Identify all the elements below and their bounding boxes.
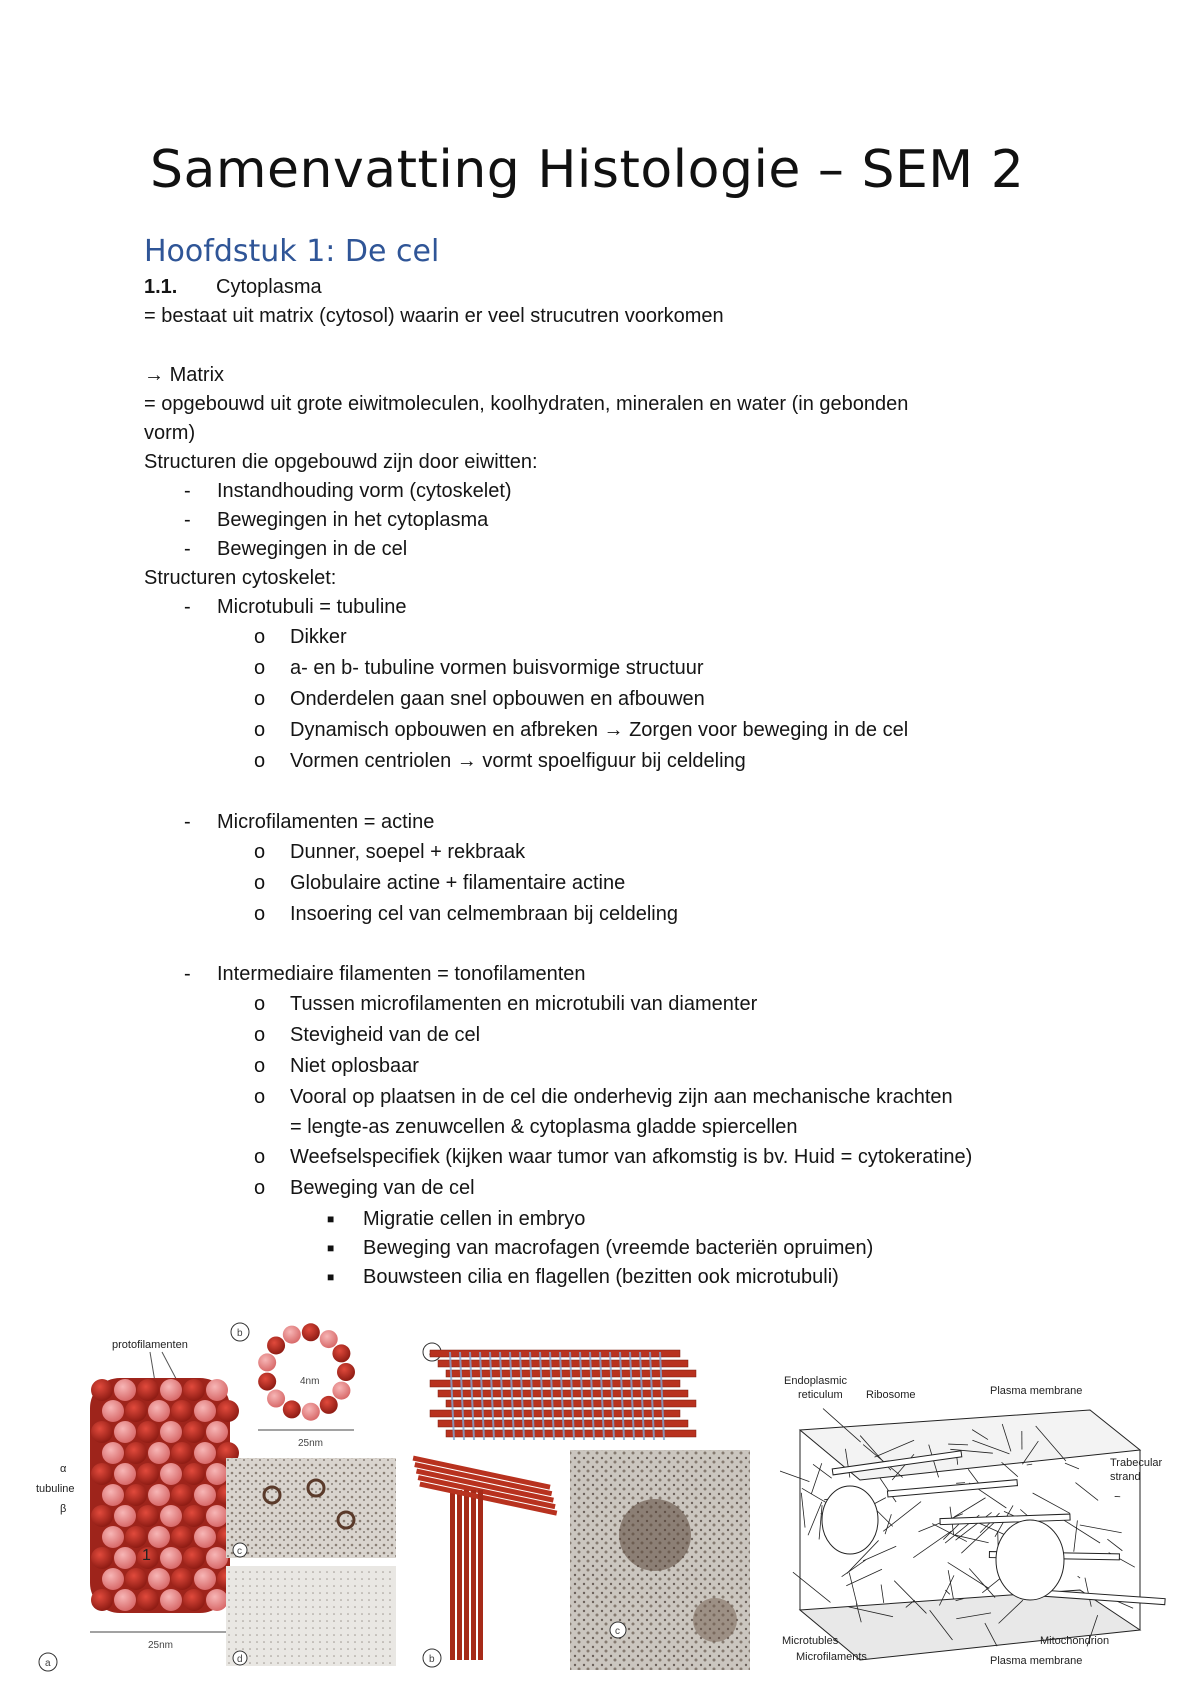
panel-c-label: c bbox=[237, 1546, 242, 1557]
list-item: Dikker bbox=[290, 626, 347, 648]
list-item: Bewegingen in de cel bbox=[217, 538, 408, 560]
dash-bullet-icon: - bbox=[184, 480, 191, 502]
panel-c-label-2: c bbox=[615, 1626, 620, 1637]
list-item bbox=[290, 748, 746, 774]
er-label: Endoplasmic bbox=[784, 1375, 847, 1387]
structures-heading: Structuren die opgebouwd zijn door eiwitten: bbox=[144, 451, 538, 473]
panel-b-label: b bbox=[237, 1328, 243, 1339]
scale-25nm-label-b: 25nm bbox=[298, 1438, 324, 1449]
circle-bullet-icon: o bbox=[254, 750, 266, 772]
circle-bullet-icon: o bbox=[254, 1055, 266, 1077]
strand-label: strand bbox=[1110, 1471, 1141, 1483]
circle-bullet-icon: o bbox=[254, 1086, 266, 1108]
list-item-part: vormt spoelfiguur bij celdeling bbox=[482, 750, 746, 772]
circle-bullet-icon: o bbox=[254, 872, 266, 894]
trabecular-label: Trabecular bbox=[1110, 1457, 1163, 1469]
sub-list-item: Bouwsteen cilia en flagellen (bezitten ook microtubuli) bbox=[363, 1266, 839, 1288]
list-item: Bewegingen in het cytoplasma bbox=[217, 509, 489, 531]
plasma-membrane-label-top: Plasma membrane bbox=[990, 1385, 1083, 1397]
sub-list-item: Beweging van macrofagen (vreemde bacteriën opruimen) bbox=[363, 1237, 874, 1259]
list-item: Vooral op plaatsen in de cel die onderhevig zijn aan mechanische krachten bbox=[290, 1086, 953, 1108]
circle-bullet-icon: o bbox=[254, 1146, 266, 1168]
microfilaments-label: Microfilaments bbox=[796, 1651, 867, 1663]
protofilamenten-label: protofilamenten bbox=[112, 1339, 188, 1351]
matrix-heading bbox=[144, 362, 224, 388]
list-item: Insoering cel van celmembraan bij celdeling bbox=[290, 903, 678, 925]
alpha-label: α bbox=[60, 1463, 67, 1475]
intermediair-title: Intermediaire filamenten = tonofilamenten bbox=[217, 963, 586, 985]
circle-bullet-icon: o bbox=[254, 719, 266, 741]
page-title: Samenvatting Histologie – SEM 2 bbox=[150, 140, 1025, 200]
list-item-part: Vormen centriolen bbox=[290, 750, 452, 772]
scale-25nm-label: 25nm bbox=[148, 1640, 174, 1651]
section-number: 1.1. bbox=[144, 276, 178, 298]
dash-bullet-icon: - bbox=[184, 963, 191, 985]
microtubule-bundle bbox=[430, 1350, 696, 1440]
micrograph-d bbox=[226, 1566, 396, 1666]
list-item: Globulaire actine + filamentaire actine bbox=[290, 872, 626, 894]
list-item: Instandhouding vorm (cytoskelet) bbox=[217, 480, 512, 502]
list-item: Weefselspecifiek (kijken waar tumor van afkomstig is bv. Huid = cytokeratine) bbox=[290, 1146, 973, 1168]
matrix-definition-line1: = opgebouwd uit grote eiwitmoleculen, koolhydraten, mineralen en water (in gebonden bbox=[144, 393, 909, 415]
panel-d-label: d bbox=[237, 1654, 243, 1665]
circle-bullet-icon: o bbox=[254, 993, 266, 1015]
microtubule-figure bbox=[30, 1310, 400, 1680]
list-item: Dunner, soepel + rekbraak bbox=[290, 841, 526, 863]
circle-bullet-icon: o bbox=[254, 688, 266, 710]
list-item: Beweging van de cel bbox=[290, 1177, 475, 1199]
scale-4nm-label: 4nm bbox=[300, 1376, 320, 1387]
arrow-icon: → bbox=[456, 750, 477, 772]
list-item-part: Zorgen voor beweging in de cel bbox=[629, 719, 909, 741]
list-item: Onderdelen gaan snel opbouwen en afbouwen bbox=[290, 688, 705, 710]
list-item: Stevigheid van de cel bbox=[290, 1024, 481, 1046]
circle-bullet-icon: o bbox=[254, 1177, 266, 1199]
panel-b-label-2: b bbox=[429, 1654, 435, 1665]
microtubules-label: Microtubles bbox=[782, 1635, 839, 1647]
list-item-continuation: = lengte-as zenuwcellen & cytoplasma gladde spiercellen bbox=[290, 1116, 798, 1138]
square-bullet-icon: ■ bbox=[327, 1270, 335, 1284]
reticulum-label: reticulum bbox=[798, 1389, 843, 1401]
cytoskeleton-drawing bbox=[780, 1370, 1180, 1670]
matrix-heading-label: Matrix bbox=[169, 364, 225, 386]
circle-bullet-icon: o bbox=[254, 903, 266, 925]
square-bullet-icon: ■ bbox=[327, 1212, 335, 1226]
intro-text: = bestaat uit matrix (cytosol) waarin er veel strucutren voorkomen bbox=[144, 305, 724, 327]
circle-bullet-icon: o bbox=[254, 841, 266, 863]
ribosome-label: Ribosome bbox=[866, 1389, 916, 1401]
circle-bullet-icon: o bbox=[254, 657, 266, 679]
microfilamenten-title: Microfilamenten = actine bbox=[217, 811, 435, 833]
circle-bullet-icon: o bbox=[254, 626, 266, 648]
section-title: Cytoplasma bbox=[216, 276, 322, 298]
dash-bullet-icon: - bbox=[184, 509, 191, 531]
list-item: a- en b- tubuline vormen buisvormige structuur bbox=[290, 657, 704, 679]
list-item: Tussen microfilamenten en microtubili van diamenter bbox=[290, 993, 758, 1015]
plasma-membrane-label-bottom: Plasma membrane bbox=[990, 1655, 1083, 1667]
square-bullet-icon: ■ bbox=[327, 1241, 335, 1255]
sub-list-item: Migratie cellen in embryo bbox=[363, 1208, 586, 1230]
dash-bullet-icon: - bbox=[184, 596, 191, 618]
beta-label: β bbox=[60, 1503, 67, 1515]
list-item-part: Dynamisch opbouwen en afbreken bbox=[290, 719, 598, 741]
tubule-cross-section bbox=[258, 1323, 355, 1420]
list-item bbox=[290, 717, 908, 743]
panel-a-label: a bbox=[45, 1658, 51, 1669]
microtubuli-title: Microtubuli = tubuline bbox=[217, 596, 407, 618]
list-item: Niet oplosbaar bbox=[290, 1055, 419, 1077]
chapter-heading: Hoofdstuk 1: De cel bbox=[144, 234, 440, 269]
tubule-cylinder bbox=[90, 1378, 239, 1613]
centriole-pair bbox=[413, 1456, 558, 1660]
tubuline-label: tubuline bbox=[36, 1483, 75, 1495]
page-number: 1 bbox=[142, 1547, 151, 1564]
dash-bullet-icon: - bbox=[184, 538, 191, 560]
arrow-icon: → bbox=[144, 364, 164, 386]
mitochondrion-label: Mitochondrion bbox=[1040, 1635, 1110, 1647]
arrow-icon: → bbox=[603, 719, 624, 741]
circle-bullet-icon: o bbox=[254, 1024, 266, 1046]
matrix-definition-line2: vorm) bbox=[144, 422, 196, 444]
centriole-figure bbox=[410, 1330, 760, 1680]
cytoskeleton-heading: Structuren cytoskelet: bbox=[144, 567, 337, 589]
micrograph-c bbox=[226, 1458, 396, 1558]
dash-bullet-icon: - bbox=[184, 811, 191, 833]
